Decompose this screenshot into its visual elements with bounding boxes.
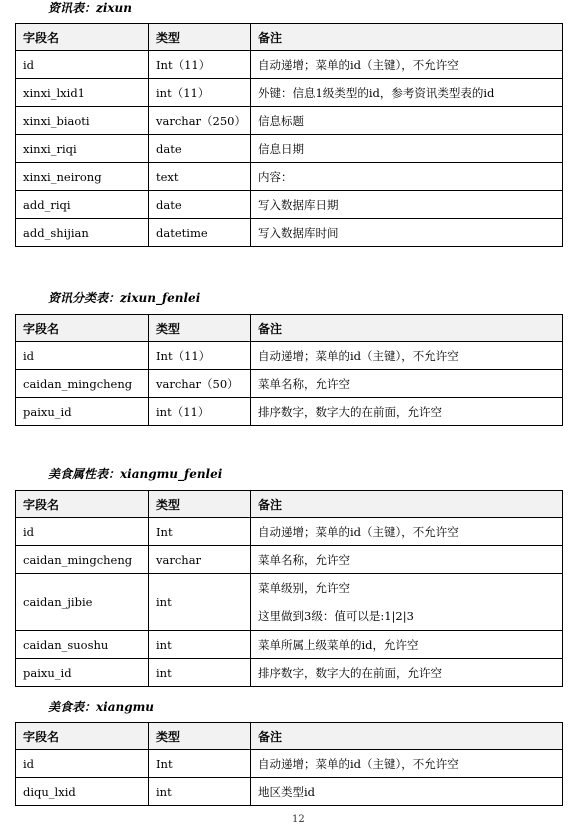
header-type: 类型: [149, 315, 251, 342]
table-row: [16, 750, 563, 778]
table-caption-xiangmu-fenlei: 美食属性表：xiangmu_fenlei: [48, 467, 223, 481]
cell-type: int: [149, 778, 251, 806]
cell-field-name: caidan_suoshu: [16, 631, 149, 659]
cell-field-name: add_riqi: [16, 191, 149, 219]
cell-note: 写入数据库日期: [251, 191, 563, 219]
cell-note: 自动递增；菜单的id（主键），不允许空: [251, 518, 563, 546]
header-type: 类型: [149, 723, 251, 750]
cell-field-name: id: [16, 518, 149, 546]
table-caption-zixun-fenlei: 资讯分类表：zixun_fenlei: [48, 291, 201, 305]
cell-note: 自动递增；菜单的id（主键），不允许空: [251, 750, 563, 778]
cell-type: int（11）: [149, 398, 251, 426]
cell-note: 菜单所属上级菜单的id，允许空: [251, 631, 563, 659]
table-row: [16, 163, 563, 191]
cell-type: varchar（250）: [149, 107, 251, 135]
header-field: 字段名: [16, 24, 149, 51]
cell-type: date: [149, 135, 251, 163]
cell-note: 内容：: [251, 163, 563, 191]
table-body: [16, 518, 563, 687]
table-row: [16, 574, 563, 631]
cell-field-name: paixu_id: [16, 398, 149, 426]
header-field: 字段名: [16, 315, 149, 342]
cell-type: Int: [149, 750, 251, 778]
table-body: [16, 750, 563, 806]
header-note: 备注: [251, 723, 563, 750]
table-body: [16, 342, 563, 426]
cell-field-name: paixu_id: [16, 659, 149, 687]
cell-field-name: id: [16, 750, 149, 778]
cell-field-name: diqu_lxid: [16, 778, 149, 806]
header-field: 字段名: [16, 723, 149, 750]
table-row: [16, 191, 563, 219]
cell-note: 自动递增；菜单的id（主键），不允许空: [251, 342, 563, 370]
cell-field-name: xinxi_neirong: [16, 163, 149, 191]
header-row: [16, 723, 563, 750]
table-zixun-fenlei: [15, 314, 563, 426]
table-row: [16, 659, 563, 687]
table-caption-xiangmu: 美食表：xiangmu: [48, 700, 155, 714]
page-number: 12: [292, 814, 305, 825]
table-row: [16, 398, 563, 426]
table-row: [16, 342, 563, 370]
header-field: 字段名: [16, 491, 149, 518]
cell-field-name: caidan_mingcheng: [16, 546, 149, 574]
cell-type: varchar: [149, 546, 251, 574]
cell-field-name: caidan_jibie: [16, 574, 149, 631]
table-row: [16, 778, 563, 806]
cell-type: datetime: [149, 219, 251, 247]
header-row: [16, 315, 563, 342]
header-note: 备注: [251, 491, 563, 518]
table-row: [16, 518, 563, 546]
cell-note: 菜单名称，允许空: [251, 370, 563, 398]
cell-field-name: xinxi_biaoti: [16, 107, 149, 135]
table-row: [16, 51, 563, 79]
table-row: [16, 79, 563, 107]
table-caption-zixun: 资讯表：zixun: [48, 1, 132, 15]
table-xiangmu: [15, 722, 563, 806]
table-row: [16, 631, 563, 659]
header-note: 备注: [251, 24, 563, 51]
cell-note-line: 这里做到3级：值可以是:1|2|3: [258, 609, 414, 623]
cell-type: int（11）: [149, 79, 251, 107]
cell-type: date: [149, 191, 251, 219]
cell-field-name: id: [16, 342, 149, 370]
cell-type: text: [149, 163, 251, 191]
table-xiangmu-fenlei: [15, 490, 563, 687]
cell-note: 排序数字，数字大的在前面，允许空: [251, 659, 563, 687]
cell-type: int: [149, 659, 251, 687]
header-note: 备注: [251, 315, 563, 342]
header-type: 类型: [149, 24, 251, 51]
cell-note: 排序数字，数字大的在前面，允许空: [251, 398, 563, 426]
table-row: [16, 219, 563, 247]
header-type: 类型: [149, 491, 251, 518]
cell-note: 外键：信息1级类型的id，参考资讯类型表的id: [251, 79, 563, 107]
cell-note: 写入数据库时间: [251, 219, 563, 247]
cell-note: 地区类型id: [251, 778, 563, 806]
cell-note: 菜单名称，允许空: [251, 546, 563, 574]
cell-field-name: caidan_mingcheng: [16, 370, 149, 398]
cell-field-name: xinxi_riqi: [16, 135, 149, 163]
cell-field-name: xinxi_lxid1: [16, 79, 149, 107]
cell-type: int: [149, 631, 251, 659]
table-zixun: [15, 23, 563, 247]
table-row: [16, 135, 563, 163]
table-body: [16, 51, 563, 247]
table-row: [16, 546, 563, 574]
header-row: [16, 24, 563, 51]
table-row: [16, 370, 563, 398]
cell-type: varchar（50）: [149, 370, 251, 398]
cell-type: Int（11）: [149, 51, 251, 79]
table-row: [16, 107, 563, 135]
cell-field-name: id: [16, 51, 149, 79]
cell-note: 信息标题: [251, 107, 563, 135]
cell-note-line: 菜单级别，允许空: [258, 581, 350, 595]
header-row: [16, 491, 563, 518]
cell-type: Int: [149, 518, 251, 546]
cell-note: 自动递增；菜单的id（主键），不允许空: [251, 51, 563, 79]
cell-field-name: add_shijian: [16, 219, 149, 247]
cell-note: 信息日期: [251, 135, 563, 163]
cell-type: Int（11）: [149, 342, 251, 370]
cell-note: [251, 574, 563, 631]
cell-type: int: [149, 574, 251, 631]
